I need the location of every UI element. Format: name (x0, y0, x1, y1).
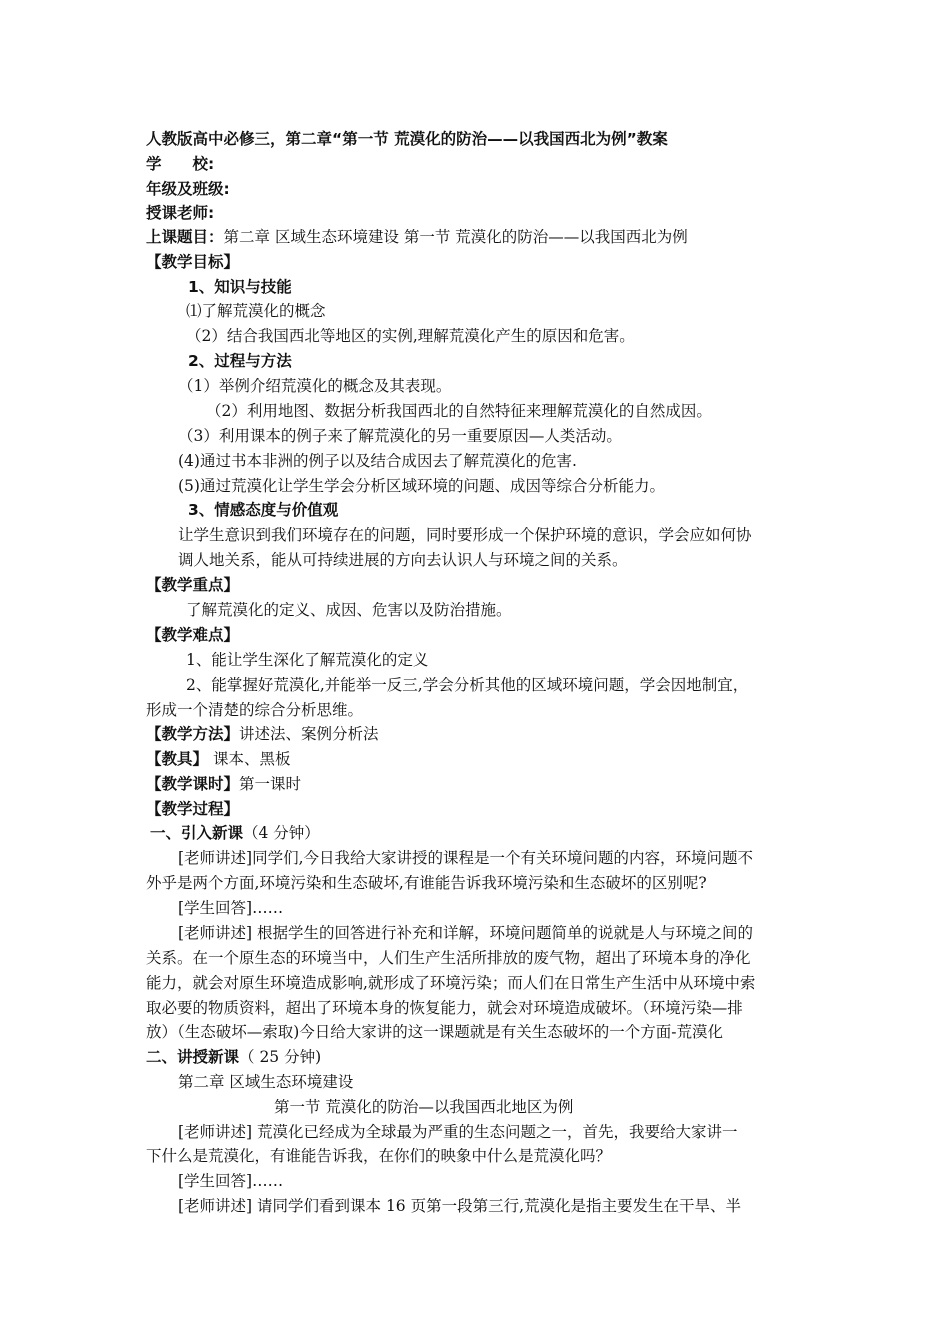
lecture-paragraph: 能力，就会对原生环境造成影响,就形成了环境污染；而人们在日常生产生活中从环境中索 (146, 974, 756, 992)
goal1-item: （2）结合我国西北等地区的实例,理解荒漠化产生的原因和危害。 (186, 327, 635, 345)
goal1-heading: 1、知识与技能 (188, 278, 292, 296)
student-answer: [学生回答]…… (178, 899, 284, 917)
part2-line (146, 1046, 321, 1068)
method-text: 讲述法、案例分析法 (239, 725, 379, 743)
difficulty-item: 形成一个清楚的综合分析思维。 (146, 701, 364, 719)
tools-text: 课本、黑板 (208, 750, 291, 768)
goal2-item: （2）利用地图、数据分析我国西北的自然特征来理解荒漠化的自然成因。 (206, 402, 712, 420)
student-answer: [学生回答]…… (178, 1172, 284, 1190)
goal1-item: ⑴了解荒漠化的概念 (186, 302, 326, 320)
tools-heading: 【教具】 (146, 750, 209, 768)
difficulty-heading: 【教学难点】 (146, 626, 240, 644)
topic-line (146, 226, 688, 248)
part1-time: （4 分钟） (243, 824, 320, 842)
part2-heading: 二、讲授新课 (146, 1048, 240, 1066)
lecture-paragraph: 下什么是荒漠化，有谁能告诉我，在你们的映象中什么是荒漠化吗？ (146, 1147, 612, 1165)
lecture-paragraph: [老师讲述] 根据学生的回答进行补充和详解，环境问题简单的说就是人与环境之间的 (178, 924, 754, 942)
lecture-paragraph: [老师讲述]同学们,今日我给大家讲授的课程是一个有关环境问题的内容，环境问题不 (178, 849, 754, 867)
process-heading: 【教学过程】 (146, 800, 240, 818)
goal2-item: （3）利用课本的例子来了解荒漠化的另一重要原因—人类活动。 (178, 427, 622, 445)
method-heading: 【教学方法】 (146, 725, 240, 743)
method-line (146, 723, 379, 745)
hours-text: 第一课时 (239, 775, 302, 793)
lecture-paragraph: [老师讲述] 荒漠化已经成为全球最为严重的生态问题之一，首先，我要给大家讲一 (178, 1123, 738, 1141)
lecture-paragraph: 外乎是两个方面,环境污染和生态破坏,有谁能告诉我环境污染和生态破坏的区别呢? (146, 874, 707, 892)
key-heading: 【教学重点】 (146, 576, 240, 594)
section-line: 第一节 荒漠化的防治—以我国西北地区为例 (274, 1098, 574, 1116)
goal2-item: （1）举例介绍荒漠化的概念及其表现。 (178, 377, 452, 395)
goal3-paragraph: 调人地关系，能从可持续进展的方向去认识人与环境之间的关系。 (178, 551, 628, 569)
topic-text: 第二章 区域生态环境建设 第一节 荒漠化的防治——以我国西北为例 (223, 228, 688, 246)
part2-time: （ 25 分钟) (239, 1048, 322, 1066)
lecture-paragraph: [老师讲述] 请同学们看到课本 16 页第一段第三行,荒漠化是指主要发生在干旱、半 (178, 1197, 742, 1215)
topic-label: 上课题目： (146, 228, 224, 246)
part1-heading: 一、引入新课 (150, 824, 244, 842)
document-title: 人教版高中必修三，第二章“第一节 荒漠化的防治——以我国西北为例”教案 (146, 130, 668, 148)
teacher-label: 授课老师: (146, 204, 215, 222)
difficulty-item: 1、能让学生深化了解荒漠化的定义 (186, 651, 429, 669)
goal2-heading: 2、过程与方法 (188, 352, 292, 370)
hours-heading: 【教学课时】 (146, 775, 240, 793)
key-text: 了解荒漠化的定义、成因、危害以及防治措施。 (186, 601, 512, 619)
part1-line (150, 822, 320, 844)
grade-label: 年级及班级: (146, 180, 230, 198)
hours-line (146, 773, 301, 795)
difficulty-item: 2、能掌握好荒漠化,并能举一反三,学会分析其他的区域环境问题，学会因地制宜， (186, 676, 749, 694)
school-label: 学 校: (146, 155, 215, 173)
chapter-line: 第二章 区域生态环境建设 (178, 1073, 354, 1091)
goal2-item: (5)通过荒漠化让学生学会分析区域环境的问题、成因等综合分析能力。 (178, 477, 665, 495)
goal2-item: (4)通过书本非洲的例子以及结合成因去了解荒漠化的危害. (178, 452, 577, 470)
lecture-paragraph: 放）（生态破坏—索取)今日给大家讲的这一课题就是有关生态破坏的一个方面-荒漠化 (146, 1023, 724, 1041)
tools-line (146, 748, 290, 770)
lecture-paragraph: 关系。在一个原生态的环境当中，人们生产生活所排放的废气物，超出了环境本身的净化 (146, 949, 751, 967)
goal3-paragraph: 让学生意识到我们环境存在的问题，同时要形成一个保护环境的意识，学会应如何协 (178, 526, 752, 544)
goals-heading: 【教学目标】 (146, 253, 240, 271)
lecture-paragraph: 取必要的物质资料，超出了环境本身的恢复能力，就会对环境造成破坏。（环境污染—排 (146, 999, 743, 1017)
goal3-heading: 3、情感态度与价值观 (188, 501, 339, 519)
